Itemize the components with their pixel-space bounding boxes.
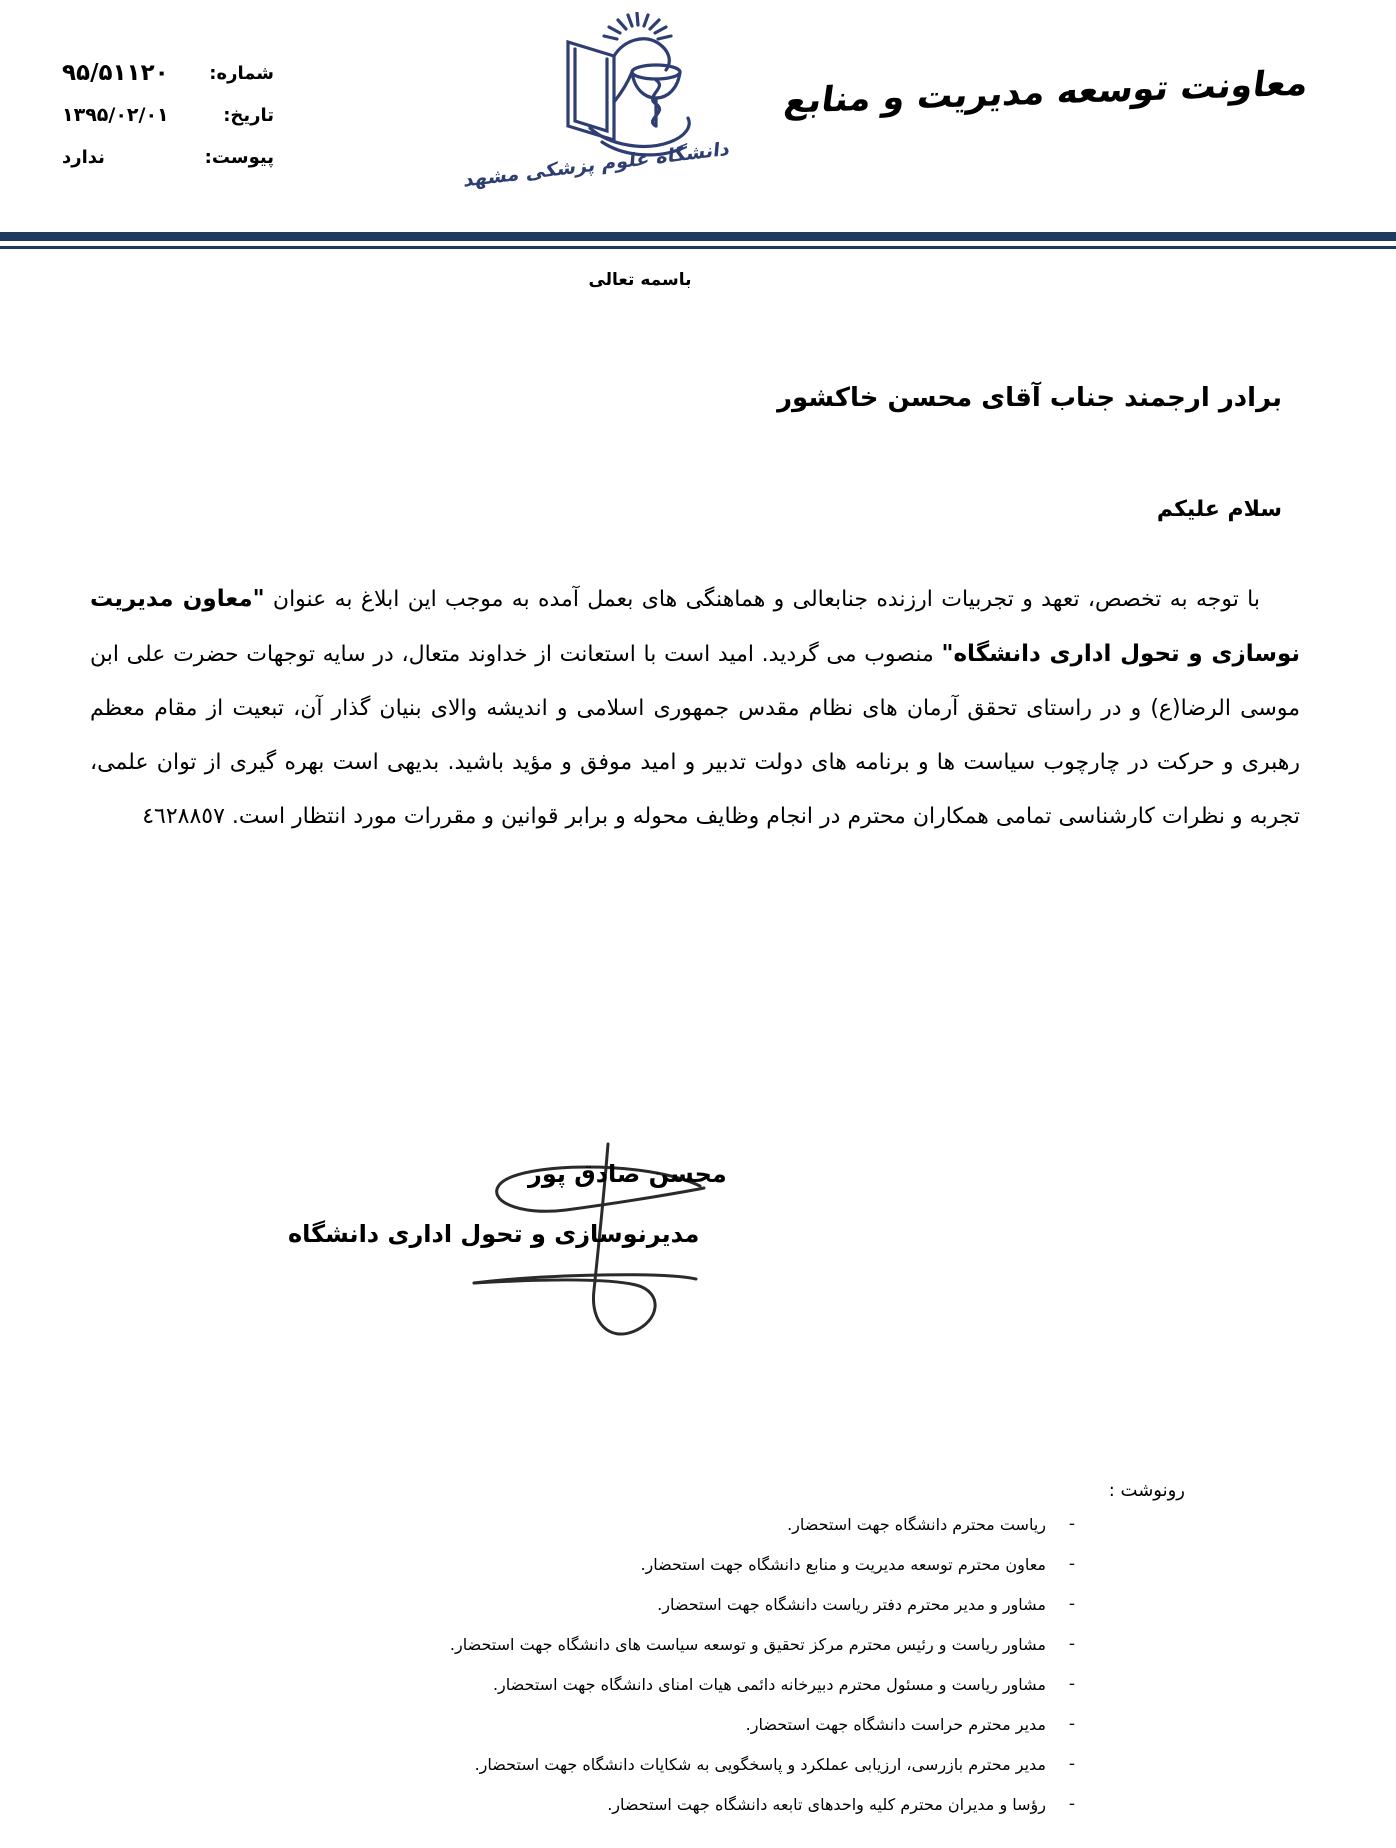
cc-dash: - bbox=[1068, 1514, 1076, 1534]
cc-item-text: مشاور ریاست و مسئول محترم دبیرخانه دائمی هیات امنای دانشگاه جهت استحضار. bbox=[492, 1674, 1046, 1694]
department-calligraphy: معاونت توسعه مدیریت و منابع bbox=[781, 63, 1311, 122]
cc-item bbox=[450, 1624, 1080, 1664]
meta-row-number bbox=[62, 52, 274, 94]
cc-item-text: معاون محترم توسعه مدیریت و منابع دانشگاه جهت استحضار. bbox=[640, 1554, 1046, 1574]
body-text-pre: با توجه به تخصص، تعهد و تجربیات ارزنده جنابعالی و هماهنگی های بعمل آمده به موجب این ابلاغ به عنوان bbox=[264, 587, 1261, 612]
attachment-value: ندارد bbox=[62, 146, 105, 168]
meta-row-date bbox=[62, 94, 274, 136]
addressee-line: برادر ارجمند جناب آقای محسن خاکشور bbox=[777, 383, 1282, 413]
bismillah: باسمه تعالی bbox=[588, 270, 692, 290]
cc-item-text: ریاست محترم دانشگاه جهت استحضار. bbox=[787, 1514, 1046, 1534]
cc-item bbox=[450, 1544, 1080, 1584]
cc-dash: - bbox=[1068, 1554, 1076, 1574]
number-value: ۹۵/۵۱۱۲۰ bbox=[62, 60, 169, 86]
cc-dash: - bbox=[1068, 1594, 1076, 1614]
appointment-title-bold: "معاون مدیریت نوسازی و تحول اداری دانشگاه" bbox=[90, 586, 1300, 667]
salutation: سلام علیکم bbox=[1156, 497, 1282, 522]
cc-dash: - bbox=[1068, 1634, 1076, 1654]
university-emblem-icon bbox=[548, 12, 708, 162]
meta-row-attachment bbox=[62, 136, 274, 178]
cc-item bbox=[450, 1664, 1080, 1704]
cc-item bbox=[450, 1704, 1080, 1744]
signatory-title: مدیرنوسازی و تحول اداری دانشگاه bbox=[288, 1220, 700, 1248]
cc-item-text: مشاور و مدیر محترم دفتر ریاست دانشگاه جهت استحضار. bbox=[657, 1594, 1046, 1614]
university-emblem bbox=[462, 12, 731, 227]
cc-dash: - bbox=[1068, 1714, 1076, 1734]
cc-item-text: مدیر محترم حراست دانشگاه جهت استحضار. bbox=[745, 1714, 1046, 1734]
open-book-icon bbox=[568, 42, 614, 140]
cc-item-text: مدیر محترم بازرسی، ارزیابی عملکرد و پاسخگویی به شکایات دانشگاه جهت استحضار. bbox=[474, 1754, 1046, 1774]
cc-item-text: رؤسا و مدیران محترم کلیه واحدهای تابعه دانشگاه جهت استحضار. bbox=[607, 1794, 1046, 1814]
number-label: شماره: bbox=[209, 62, 274, 84]
divider-thin bbox=[0, 246, 1396, 249]
cc-heading: رونوشت : bbox=[1108, 1480, 1185, 1501]
signatory-name: محسن صادق پور bbox=[528, 1160, 727, 1188]
date-value: ۱۳۹۵/۰۲/۰۱ bbox=[62, 104, 169, 126]
date-label: تاریخ: bbox=[223, 104, 274, 126]
attachment-label: پیوست: bbox=[204, 146, 274, 168]
body-text-post: منصوب می گردید. امید است با استعانت از خداوند متعال، در سایه توجهات حضرت علی ابن موسی الرضا(ع) و در راستای تحقق آرمان های نظام مقدس جمهوری اسلامی و اندیشه والای بنیان گذار آن، تبعیت از مقام معظم رهبری و حرکت در چارچوب سیاست ها و برنامه های دولت تدبیر و امید موفق و مؤید باشید. بدیهی است بهره گیری از توان علمی، تجربه و نظرات کارشناسی تمامی همکاران محترم در انجام وظایف محوله و برابر قوانین و مقررات مورد انتظار است. ٤٦٢٨٨٥٧ bbox=[90, 642, 1300, 829]
sun-rays-icon bbox=[604, 13, 671, 39]
cc-dash: - bbox=[1068, 1754, 1076, 1774]
cc-item bbox=[450, 1584, 1080, 1624]
cc-dash: - bbox=[1068, 1794, 1076, 1814]
chalice-snake-icon bbox=[632, 65, 680, 126]
cc-item bbox=[450, 1784, 1080, 1824]
cc-item bbox=[450, 1504, 1080, 1544]
cc-item-text: مشاور ریاست و رئیس محترم مرکز تحقیق و توسعه سیاست های دانشگاه جهت استحضار. bbox=[449, 1634, 1046, 1654]
letter-body bbox=[90, 572, 1300, 844]
cc-dash: - bbox=[1068, 1674, 1076, 1694]
university-name-calligraphy: دانشگاه علوم پزشکی مشهد bbox=[462, 137, 731, 192]
cc-item bbox=[450, 1744, 1080, 1784]
divider-thick bbox=[0, 232, 1396, 241]
letter-meta-block bbox=[62, 52, 274, 178]
cc-list bbox=[450, 1504, 1080, 1824]
